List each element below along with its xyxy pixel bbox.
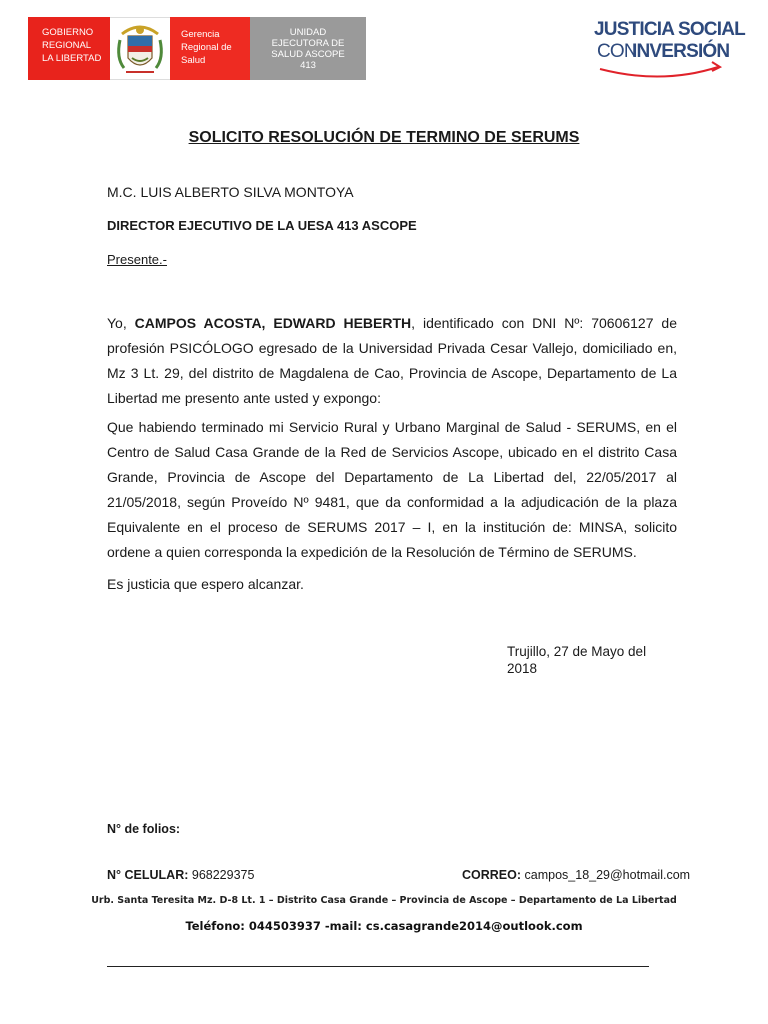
justicia-social-logo (592, 19, 745, 81)
gerencia-line: Gerencia (181, 29, 220, 40)
gobierno-line: LA LIBERTAD (42, 53, 102, 64)
regional-seal-logo (110, 17, 170, 80)
unidad-line: EJECUTORA DE (271, 38, 345, 49)
unidad-line: SALUD ASCOPE (271, 49, 345, 60)
swoosh-icon (592, 59, 742, 81)
date-line2: 2018 (507, 661, 538, 676)
seal-icon (110, 18, 170, 79)
p1-rest: , identificado con DNI Nº: 70606127 de profesión PSICÓLOGO egresado de la Universidad Privada Cesar Vallejo, domiciliado en, Mz 3 Lt. 29, del distrito de Magdalena de Cao, Provincia de Ascope, Departamento de La Libertad me presento ante usted y expongo: (107, 315, 677, 406)
celular-label: N° CELULAR: (107, 868, 189, 882)
celular-value: 968229375 (191, 868, 255, 882)
paragraph-request: Que habiendo terminado mi Servicio Rural y Urbano Marginal de Salud - SERUMS, en el Centro de Salud Casa Grande de la Red de Servicios Ascope, ubicado en el distrito Casa Grande, Provincia de Ascope del Departamento de La Libertad del, 22/05/2017 al 21/05/2018, según Proveído Nº 9481, que da conformidad a la adjudicación de la plaza Equivalente en el proceso de SERUMS 2017 – I, en la institución de: MINSA, solicito ordene a quien corresponda la expedición de la Resolución de Término de SERUMS. (107, 419, 677, 560)
salutation: Presente.- (107, 252, 167, 267)
unidad-ejecutora-box (250, 17, 366, 80)
gobierno-regional-box (28, 17, 110, 80)
folios-label: N° de folios: (107, 822, 181, 836)
applicant-name: CAMPOS ACOSTA, EDWARD HEBERTH (134, 315, 412, 331)
addressee-name: M.C. LUIS ALBERTO SILVA MONTOYA (107, 184, 354, 200)
gerencia-line: Regional de (181, 42, 232, 53)
footer-contact: Teléfono: 044503937 -mail: cs.casagrande2014@outlook.com (185, 919, 583, 933)
gobierno-line: REGIONAL (42, 40, 92, 51)
p1-prefix: Yo, (107, 315, 135, 331)
gerencia-regional-box (170, 17, 250, 80)
correo-label: CORREO: (462, 868, 522, 882)
celular-row (107, 868, 254, 882)
paragraph-closing: Es justicia que espero alcanzar. (107, 576, 304, 592)
paragraph-identification (107, 311, 677, 411)
footer-divider (107, 966, 649, 967)
gerencia-line: Salud (181, 55, 206, 66)
document-title: SOLICITO RESOLUCIÓN DE TERMINO DE SERUMS (188, 129, 580, 146)
gobierno-line: GOBIERNO (42, 27, 94, 38)
unidad-line: UNIDAD (289, 27, 327, 38)
logo-line2-prefix: CON (597, 41, 637, 62)
addressee-role: DIRECTOR EJECUTIVO DE LA UESA 413 ASCOPE (107, 218, 417, 233)
unidad-line: 413 (300, 60, 316, 71)
date-block (507, 643, 667, 677)
correo-row (462, 868, 690, 882)
logo-line1: JUSTICIA SOCIAL (594, 19, 745, 40)
footer-address: Urb. Santa Teresita Mz. D-8 Lt. 1 – Distrito Casa Grande – Provincia de Ascope – Departamento de La Libertad (91, 895, 677, 906)
correo-value: campos_18_29@hotmail.com (524, 868, 691, 882)
logo-line2-main: INVERSIÓN (632, 41, 730, 62)
date-line1: Trujillo, 27 de Mayo del (507, 644, 647, 659)
